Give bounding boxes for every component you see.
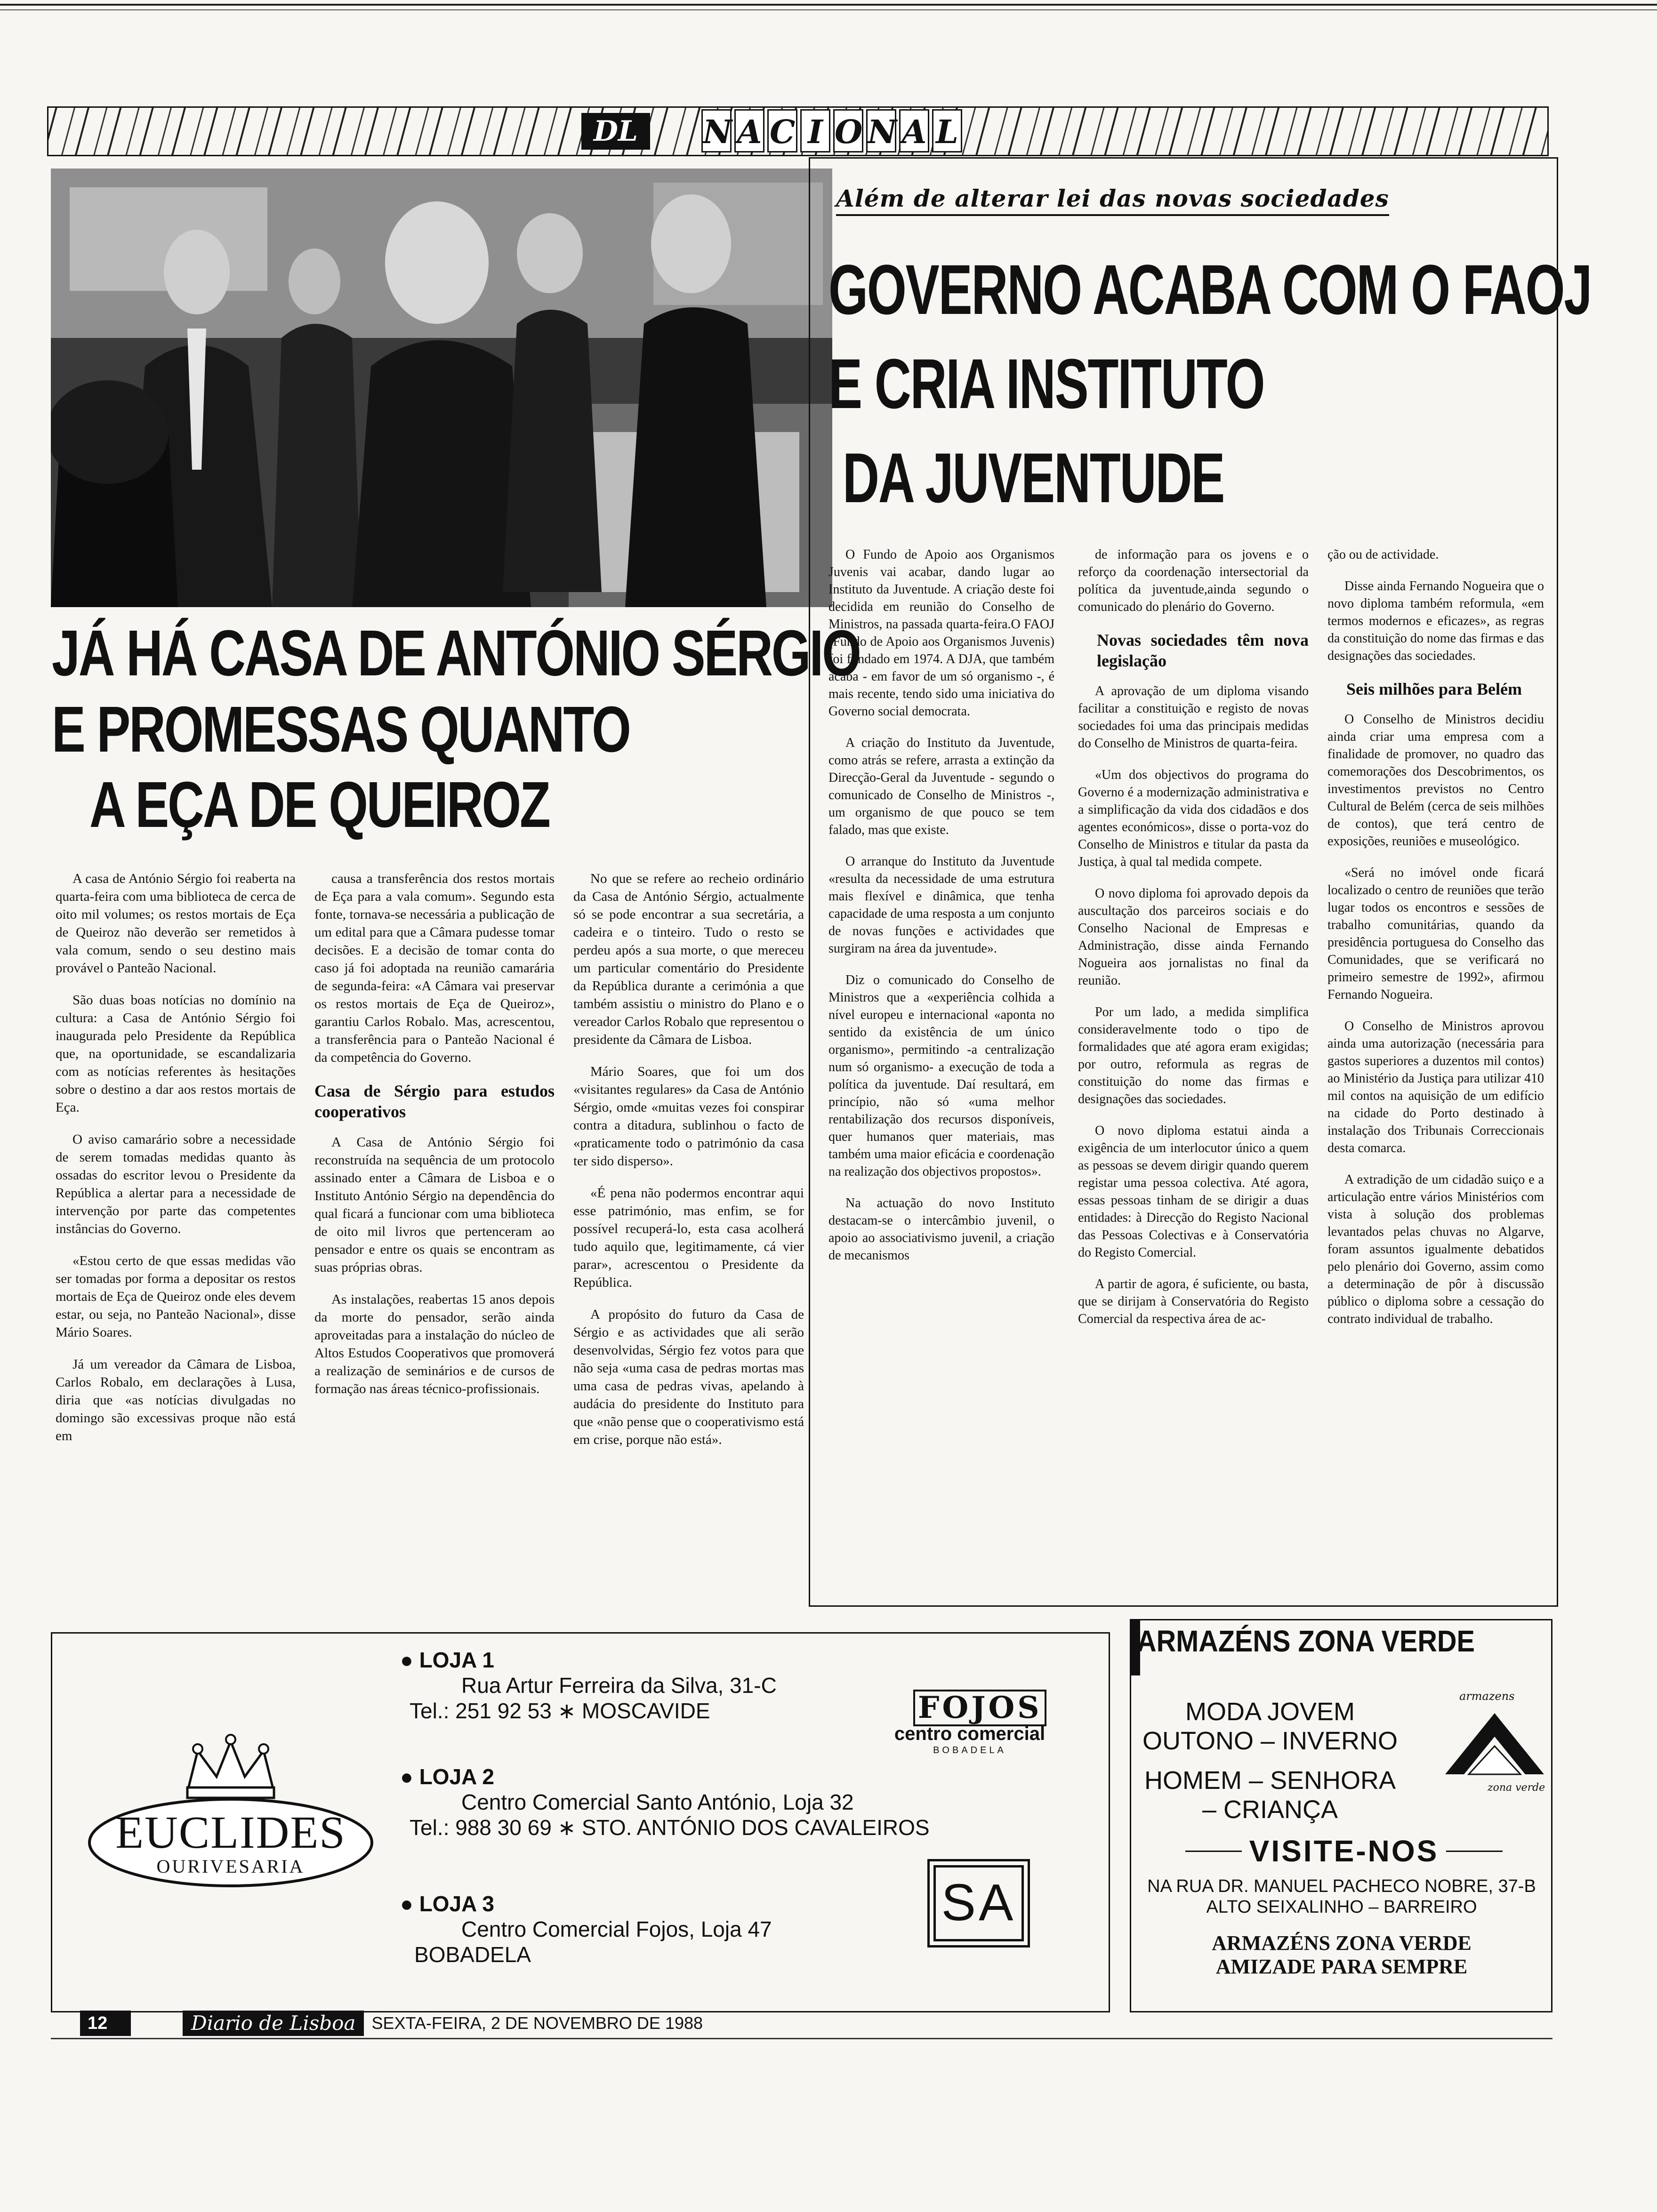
armazens-line: OUTONO – INVERNO — [1142, 1727, 1398, 1755]
sa-text: SA — [933, 1865, 1024, 1941]
armazens-line: – CRIANÇA — [1202, 1795, 1338, 1824]
paragraph: «Será no imóvel onde ficará localizado o centro de reuniões que terão lugar todos os encontros e sessões de trabalho comunitárias, quando da presidência portuguesa do Conselho das Comunidades, que se verificará no primeiro semestre de 1992», afirmou Fernando Nogueira. — [1327, 866, 1544, 1002]
right-article-col1 — [828, 546, 1054, 1278]
paragraph: As instalações, reabertas 15 anos depois da morte do pensador, serão ainda aproveitadas para a instalação do núcleo de Altos Estudos Cooperativos que promoverá a realização de seminários e de cursos de formação nas áreas técnico-profissionais. — [314, 1292, 555, 1396]
paragraph: A extradição de um cidadão suiço e a articulação entre vários Ministérios com vista à solução dos problemas levantados pelas chuvas no Algarve, foram assuntos igualmente debatidos pelo plenário doi Governo, assim como a determinação de pôr à discussão público o diploma sobre a cessação do contrato individual de trabalho. — [1327, 1172, 1544, 1326]
store-title-text: LOJA 3 — [419, 1891, 494, 1916]
subheading: Novas sociedades têm nova legislação — [1097, 631, 1309, 670]
paragraph: Diz o comunicado do Conselho de Ministros que a «experiência colhida a nível europeu e internacional «aponta no sentido da existência de um único organismo», permitindo -a centralização num só organismo- a execução de toda a política da juventude. Daí resultará, em princípio, não só «uma melhor rentabilização dos recursos disponíveis, quer humanos quer materiais, mas também uma maior eficácia e coordenação na realização dos objectivos propostos». — [828, 973, 1054, 1179]
paragraph: «Estou certo de que essas medidas vão ser tomadas por forma a depositar os restos mortais de Eça de Queiroz onde eles devem estar, ou seja, no Panteão Nacional», disse Mário Soares. — [56, 1253, 296, 1340]
euclides-logo — [80, 1732, 381, 1887]
rule — [1446, 1851, 1503, 1852]
store-title: ● LOJA 3 — [400, 1891, 494, 1916]
armazens-slogan-2: AMIZADE PARA SEMPRE — [1215, 1955, 1468, 1978]
paragraph: A partir de agora, é suficiente, ou basta, que se dirijam à Conservatória do Registo Comercial da respectiva área de ac- — [1078, 1277, 1309, 1326]
top-rule-2 — [0, 9, 1657, 10]
section-letter: L — [932, 109, 962, 152]
news-photo — [51, 168, 832, 607]
roof-icon — [1440, 1704, 1549, 1779]
subheading: Casa de Sérgio para estudos cooperativos — [314, 1082, 555, 1121]
store-place: BOBADELA — [414, 1942, 531, 1967]
left-article-col1 — [56, 870, 296, 1459]
armazens-line: HOMEM – SENHORA — [1144, 1766, 1396, 1795]
armazens-logo-bottom: zona verde — [1488, 1782, 1545, 1794]
paragraph: Disse ainda Fernando Nogueira que o novo diploma também reformula, «em termos modernos e eficazes», as regras da constituição do nome das firmas e das designações das sociedades. — [1327, 579, 1544, 663]
page-number: 12 — [80, 2011, 131, 2036]
paragraph: O arranque do Instituto da Juventude «resulta da necessidade de uma estrutura mais flexível e dinâmica, que tenha capacidade de uma resposta a um conjunto de novas funções e actividades que surgiram na área da juventude». — [828, 854, 1054, 956]
left-headline-line2: E PROMESSAS QUANTO — [52, 693, 630, 766]
store-title-text: LOJA 1 — [419, 1648, 494, 1672]
section-logo: DL — [581, 113, 650, 150]
store-address: Centro Comercial Fojos, Loja 47 — [461, 1917, 772, 1941]
armazens-address — [1132, 1876, 1551, 1917]
paragraph: «Um dos objectivos do programa do Governo é a modernização administrativa e a simplificação da vida dos cidadãos e dos agentes económicos», disse o porta-voz do Conselho de Ministros e titular da pasta da Justiça, à qual tal medida compete. — [1078, 768, 1309, 869]
paragraph: Na actuação do novo Instituto destacam-se o intercâmbio juvenil, o apoio ao associativismo juvenil, a criação de mecanismos — [828, 1196, 1054, 1263]
section-letter: O — [833, 109, 863, 152]
store-2 — [400, 1764, 930, 1840]
fojos-logo — [876, 1690, 1064, 1760]
armazens-cta-text: VISITE-NOS — [1249, 1834, 1439, 1868]
top-rule — [0, 4, 1657, 6]
paragraph: O novo diploma estatui ainda a exigência de um interlocutor único a quem as pessoas se devem dirigir quando querem registar uma pessoa colectiva. Até agora, essas pessoas tinham de se dirigir a duas entidades: à Direcção do Registo Nacional das Pessoas Colectivas e à Conservatória do Registo Comercial. — [1078, 1123, 1309, 1260]
section-letter: A — [899, 109, 929, 152]
right-headline-line2: E CRIA INSTITUTO — [828, 344, 1264, 423]
right-headline-line1: GOVERNO ACABA COM O FAOJ — [828, 250, 1592, 329]
right-article-col3 — [1327, 546, 1544, 1342]
page-footer — [80, 2009, 703, 2038]
paragraph: ção ou de actividade. — [1327, 547, 1439, 562]
store-phone: Tel.: 251 92 53 ∗ MOSCAVIDE — [410, 1699, 710, 1723]
armazens-cta — [1139, 1835, 1549, 1867]
paragraph: No que se refere ao recheio ordinário da Casa de António Sérgio, actualmente só se pode encontrar a sua secretária, a cadeira e o tinteiro. Tudo o resto se perdeu após a sua morte, o que mereceu um particular comentário do Presidente da República durante a cerimónia a que também assistiu o ministro do Plano e o vereador Carlos Robalo que representou o presidente da Câmara de Lisboa. — [573, 871, 804, 1047]
paragraph: O aviso camarário sobre a necessidade de serem tomadas medidas quanto às ossadas do escritor levou o Presidente da República a alertar para a necessidade de intervenção por parte das competentes instâncias do Governo. — [56, 1132, 296, 1236]
left-article-col2 — [314, 870, 555, 1412]
store-1 — [400, 1647, 777, 1723]
paragraph: A propósito do futuro da Casa de Sérgio e as actividades que ali serão desenvolvidas, Sérgio fez votos para que não seja «uma casa de pedras mortas mas uma casa de pedras vivas, apelando à audácia do presidente do Instituto para que «não pense que o cooperativismo está em crise, porque não está». — [573, 1307, 804, 1447]
store-3 — [400, 1891, 772, 1967]
paragraph: Mário Soares, que foi um dos «visitantes regulares» da Casa de António Sérgio, omde «muitas vezes foi conspirar contra a ditadura, sublinhou o facto de «praticamente todo o património da casa ter sido disperso». — [573, 1064, 804, 1169]
paragraph: Por um lado, a medida simplifica consideravelmente todo o tipo de formalidades que até agora eram exigidas; por outro, reformula as regras de constituição do nome das firmas e designações das sociedades. — [1078, 1005, 1309, 1106]
armazens-logo — [1440, 1690, 1549, 1798]
paragraph: A Casa de António Sérgio foi reconstruída na sequência de um protocolo assinado enter a Câmara de Lisboa e o Instituto António Sérgio na dependência do qual ficará a funcionar com uma biblioteca de oito mil livros que pertenceram ao pensador e entre os quais se encontram as suas próprias obras. — [314, 1135, 555, 1275]
paragraph: O Fundo de Apoio aos Organismos Juvenis vai acabar, dando lugar ao Instituto da Juventude. A criação deste foi decidida em reunião do Conselho de Ministros, na passada quarta-feira.O FAOJ (Fundo de Apoio aos Organismos Juvenis) foi fundado em 1974. A DJA, que também acaba - em favor de um só organismo -, é mais recente, tendo sido uma iniciativa do Governo social democrata. — [828, 547, 1054, 719]
store-address: Rua Artur Ferreira da Silva, 31-C — [461, 1673, 777, 1698]
fojos-name: FOJOS — [913, 1690, 1046, 1726]
photo-illustration — [51, 168, 832, 607]
euclides-brand: EUCLIDES — [115, 1807, 346, 1858]
paragraph: São duas boas notícias no domínio na cultura: a Casa de António Sérgio foi inaugurada pelo Presidente da República que, na oportunidade, se escandalizaria com as notícias referentes às hesitações sobre o destino a dar aos restos mortais de Eça. — [56, 993, 296, 1115]
store-title: ● LOJA 2 — [400, 1764, 494, 1789]
section-letter: A — [734, 109, 764, 152]
armazens-lines — [1138, 1697, 1402, 1824]
paragraph: O novo diploma foi aprovado depois da auscultação dos parceiros sociais e do Conselho Nacional de Empresas e Administração, disse ainda Fernando Nogueira aos jornalistas no final da reunião. — [1078, 886, 1309, 988]
armazens-title: ARMAZÉNS ZONA VERDE — [1137, 1624, 1475, 1658]
paragraph: A aprovação de um diploma visando facilitar a constituição e registo de novas sociedades foi uma das principais medidas do Conselho de Ministros de quarta-feira. — [1078, 684, 1309, 751]
paragraph: «É pena não podermos encontrar aqui esse património, mas enfim, se for possível recuperá-lo, esta casa acolherá tudo aquilo que, legitimamente, cá vier parar», acrescentou o Presidente da República. — [573, 1186, 804, 1290]
newspaper-name: Diario de Lisboa — [183, 2011, 364, 2036]
paragraph: O Conselho de Ministros decidiu ainda criar uma empresa com a finalidade de promover, no quadro das comemorações dos Descobrimentos, os investimentos previstos no Centro Cultural de Belém (cerca de seis milhões de contos), que terá centro de exposições, reuniões e museológico. — [1327, 712, 1544, 849]
section-title — [701, 109, 965, 152]
right-headline-line3: DA JUVENTUDE — [843, 438, 1224, 517]
armazens-address-2: ALTO SEIXALINHO – BARREIRO — [1206, 1897, 1477, 1917]
store-address: Centro Comercial Santo António, Loja 32 — [461, 1790, 854, 1814]
euclides-sub: OURIVESARIA — [156, 1856, 305, 1877]
footer-rule — [51, 2038, 1552, 2039]
right-article-col2 — [1078, 546, 1309, 1342]
armazens-logo-top: armazens — [1459, 1690, 1515, 1703]
fojos-sub: centro comercial — [894, 1723, 1046, 1744]
sa-logo — [927, 1859, 1030, 1948]
section-letter: N — [866, 109, 896, 152]
store-title: ● LOJA 1 — [400, 1648, 494, 1672]
fojos-place: BOBADELA — [933, 1745, 1006, 1755]
paragraph: O Conselho de Ministros aprovou ainda uma autorização (necessária para gastos superiores a duzentos mil contos) ao Ministério da Justiça para utilizar 410 mil contos na aquisição de um edifício na cidade do Porto destinado à instalação dos Tribunais Correccionais desta comarca. — [1327, 1019, 1544, 1155]
issue-date: SEXTA-FEIRA, 2 DE NOVEMBRO DE 1988 — [371, 2013, 703, 2033]
section-letter: C — [767, 109, 797, 152]
subheading: Seis milhões para Belém — [1346, 680, 1522, 698]
paragraph: causa a transferência dos restos mortais de Eça para a vala comum». Segundo esta fonte, tornava-se necessária a publicação de um edital para que a Câmara pudesse tomar decisões. E a decisão de tomar conta do caso já foi adoptada na reunião camarária de segunda-feira: «A Câmara vai preservar os restos mortais de Eça de Queiroz», garantiu Carlos Robalo. Mas, acrescentou, a transferência para o Panteão Nacional é da competência do Governo. — [314, 871, 555, 1065]
section-letter: I — [800, 109, 830, 152]
rule — [1185, 1851, 1242, 1852]
armazens-address-1: NA RUA DR. MANUEL PACHECO NOBRE, 37-B — [1147, 1876, 1536, 1896]
right-kicker: Além de alterar lei das novas sociedades — [836, 184, 1389, 216]
armazens-slogan — [1132, 1931, 1551, 1979]
store-phone: Tel.: 988 30 69 ∗ STO. ANTÓNIO DOS CAVALEIROS — [410, 1815, 930, 1840]
paragraph: de informação para os jovens e o reforço da coordenação intersectorial da política da juventude,ainda segundo o comunicado do plenário do Governo. — [1078, 547, 1309, 614]
armazens-slogan-1: ARMAZÉNS ZONA VERDE — [1212, 1931, 1472, 1955]
section-letter: N — [701, 109, 732, 152]
paragraph: Já um vereador da Câmara de Lisboa, Carlos Robalo, em declarações à Lusa, diria que «as notícias divulgadas no domingo são excessivas proque não está em — [56, 1357, 296, 1443]
left-article-col3 — [573, 870, 804, 1463]
store-title-text: LOJA 2 — [419, 1764, 494, 1789]
paragraph: A casa de António Sérgio foi reaberta na quarta-feira com uma biblioteca de cerca de oito mil volumes; os restos mortais de Eça de Queiroz não deverão ser remetidos à vala comum, sendo o seu destino mais provável o Panteão Nacional. — [56, 871, 296, 976]
armazens-line: MODA JOVEM — [1185, 1698, 1355, 1726]
left-headline-line3: A EÇA DE QUEIROZ — [89, 769, 549, 841]
paragraph: A criação do Instituto da Juventude, como atrás se refere, arrasta a extinção da Direcção-Geral da Juventude - segundo o comunicado de Conselho de Ministros -, um organismo de que pouco se tem falado, mas que existe. — [828, 736, 1054, 837]
left-headline-line1: JÁ HÁ CASA DE ANTÓNIO SÉRGIO — [52, 617, 860, 689]
